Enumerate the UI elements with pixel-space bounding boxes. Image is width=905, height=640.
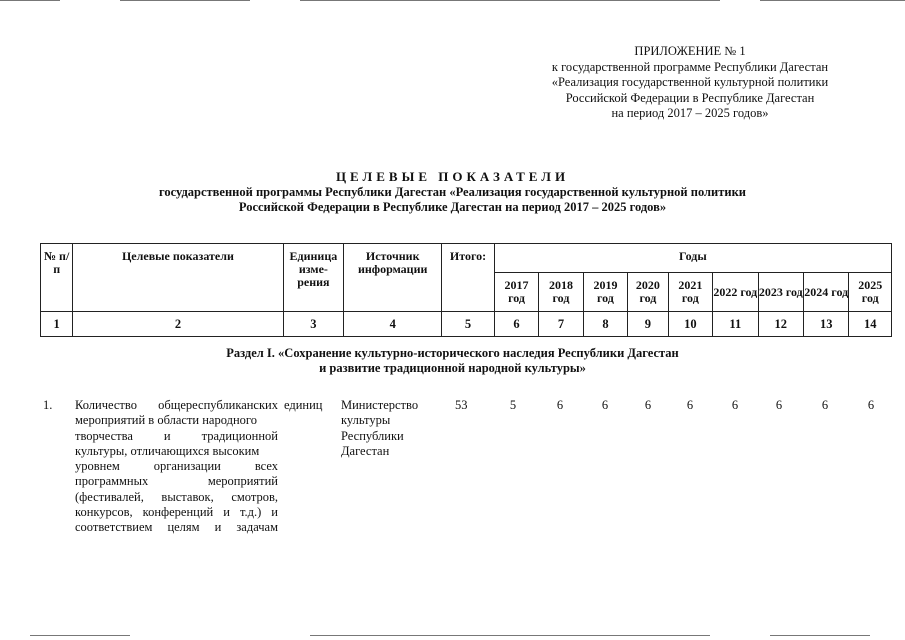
appendix-line: Российской Федерации в Республике Дагестан <box>565 90 815 105</box>
year-header: 2025 год <box>849 273 892 312</box>
indicator-line: Количество общереспубликанских <box>75 398 278 412</box>
source-line: Министерство <box>341 398 419 412</box>
year-header: 2024 год <box>804 273 849 312</box>
indicator-line: конкурсов, конференций и т.д.) и <box>75 505 278 520</box>
column-number: 6 <box>494 312 538 337</box>
column-number: 7 <box>539 312 583 337</box>
column-number: 5 <box>442 312 495 337</box>
row-indicator <box>75 398 278 536</box>
appendix-line: на период 2017 – 2025 годов» <box>611 106 769 120</box>
indicator-line: уровнем организации всех <box>75 459 278 474</box>
row-value-2017: 5 <box>509 398 517 412</box>
source-line: Дагестан <box>341 443 390 458</box>
header-years: Годы <box>494 244 891 273</box>
column-number: 2 <box>73 312 283 337</box>
row-unit: единиц <box>284 398 323 412</box>
row-value-2024: 6 <box>821 398 829 412</box>
column-number: 8 <box>583 312 627 337</box>
appendix-header <box>470 44 905 122</box>
appendix-line: к государственной программе Республики Дагестан <box>551 59 829 74</box>
column-number: 1 <box>41 312 73 337</box>
indicator-line: творчества и традиционной <box>75 428 278 443</box>
indicator-line: программных мероприятий <box>75 474 278 489</box>
section-title <box>0 346 905 376</box>
header-source: Источник информации <box>344 244 442 312</box>
section-line: Раздел I. «Сохранение культурно-исторического наследия Республики Дагестан <box>226 346 679 360</box>
title-heading: ЦЕЛЕВЫЕ ПОКАЗАТЕЛИ <box>335 169 570 184</box>
title-line: Российской Федерации в Республике Дагестан на период 2017 – 2025 годов» <box>238 200 667 214</box>
row-value-2025: 6 <box>867 398 875 412</box>
year-header: 2018 год <box>539 273 583 312</box>
column-number: 3 <box>283 312 344 337</box>
column-number: 9 <box>628 312 668 337</box>
appendix-line: «Реализация государственной культурной политики <box>551 75 829 89</box>
appendix-line: ПРИЛОЖЕНИЕ № 1 <box>634 44 746 58</box>
source-line: Республики <box>341 428 404 443</box>
year-header: 2021 год <box>668 273 712 312</box>
section-line: и развитие традиционной народной культуры» <box>319 361 586 375</box>
column-number: 13 <box>804 312 849 337</box>
row-value-2020: 6 <box>644 398 652 412</box>
row-value-2023: 6 <box>775 398 783 412</box>
indicators-table-header <box>40 243 892 337</box>
year-header: 2020 год <box>628 273 668 312</box>
top-scan-border <box>0 0 905 2</box>
row-value-2019: 6 <box>601 398 609 412</box>
header-indicator: Целевые показатели <box>73 244 283 312</box>
year-header: 2019 год <box>583 273 627 312</box>
row-value-2018: 6 <box>556 398 564 412</box>
source-line: культуры <box>341 413 391 428</box>
year-header: 2017 год <box>494 273 538 312</box>
document-title <box>0 169 905 216</box>
column-number: 10 <box>668 312 712 337</box>
column-number: 14 <box>849 312 892 337</box>
row-value-2021: 6 <box>686 398 694 412</box>
column-number: 12 <box>758 312 803 337</box>
header-num: № п/п <box>41 244 73 312</box>
title-line: государственной программы Республики Дагестан «Реализация государственной культурной политики <box>159 184 746 199</box>
bottom-scan-border <box>0 635 905 637</box>
column-number: 4 <box>344 312 442 337</box>
column-number: 11 <box>713 312 758 337</box>
year-header: 2022 год <box>713 273 758 312</box>
header-unit: Единица изме-рения <box>283 244 344 312</box>
indicator-line: соответствием целям и задачам <box>75 520 278 535</box>
indicator-line: мероприятий в области народного <box>75 413 257 428</box>
row-source <box>341 398 436 459</box>
row-value-2022: 6 <box>731 398 739 412</box>
row-number: 1. <box>43 398 53 412</box>
row-total: 53 <box>455 398 468 412</box>
header-total: Итого: <box>442 244 495 312</box>
year-header: 2023 год <box>758 273 803 312</box>
indicator-line: культуры, отличающихся высоким <box>75 443 260 458</box>
indicator-line: (фестивалей, выставок, смотров, <box>75 489 278 504</box>
